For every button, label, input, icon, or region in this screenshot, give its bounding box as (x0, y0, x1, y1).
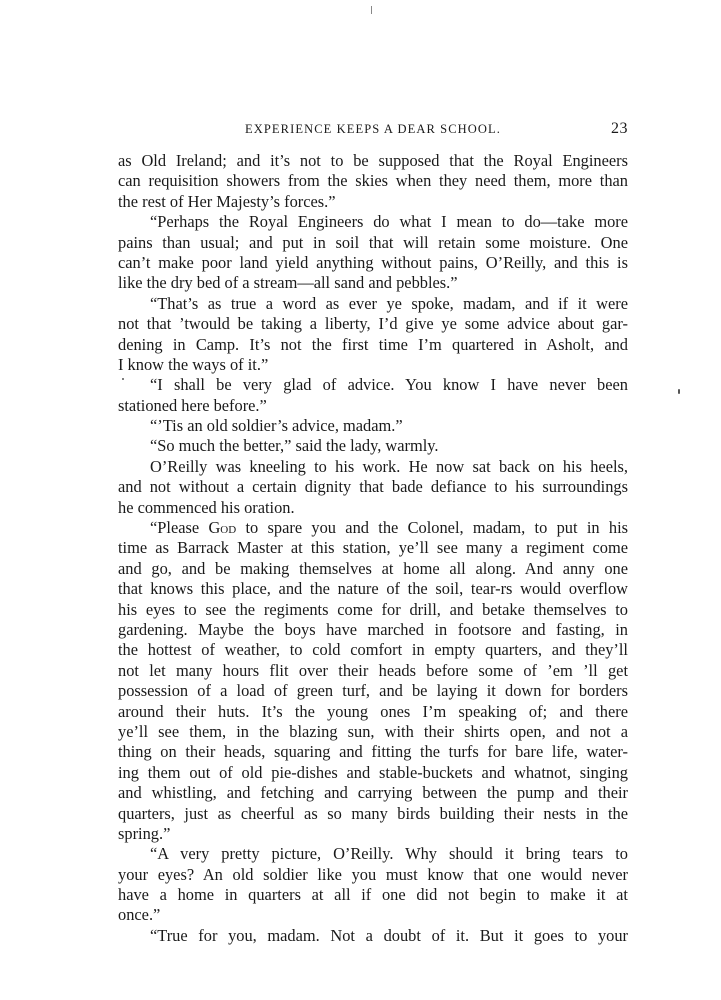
scan-speck (678, 389, 680, 394)
text-line: his eyes to see the regiments come for drill, and betake themselves to (118, 599, 628, 619)
text-line: your eyes? An old soldier like you must know that one would never (118, 864, 628, 884)
text-line: spring.” (118, 823, 171, 843)
text-line: the hottest of weather, to cold comfort in empty quarters, and they’ll (118, 640, 628, 660)
text-line: possession of a load of green turf, and be laying it down for borders (118, 681, 628, 701)
text-line: he commenced his oration. (118, 497, 295, 517)
text-line: around their huts. It’s the young ones I’m speaking of; and there (118, 701, 628, 721)
text-line: the rest of Her Majesty’s forces.” (118, 191, 336, 211)
scan-speck (122, 378, 124, 380)
text-line: and go, and be making themselves at home all along. And anny one (118, 558, 628, 578)
body-text (118, 151, 628, 946)
text-line: ing them out of old pie-dishes and stable-buckets and whatnot, singing (118, 762, 628, 782)
text-line: I know the ways of it.” (118, 354, 269, 374)
text-line: that knows this place, and the nature of the soil, tear-rs would overflow (118, 579, 628, 599)
text-line: not let many hours flit over their heads before some of ’em ’ll get (118, 660, 628, 680)
text-line: and not without a certain dignity that bade defiance to his surroundings (118, 477, 628, 497)
scan-speck (371, 6, 372, 14)
text-line: stationed here before.” (118, 395, 267, 415)
text-line: as Old Ireland; and it’s not to be supposed that the Royal Engineers (118, 151, 628, 170)
text-line: quarters, just as cheerful as so many birds building their nests in the (118, 803, 628, 823)
text-line: “Please God to spare you and the Colonel, madam, to put in his (150, 518, 628, 538)
page-number: 23 (611, 120, 628, 137)
text-line: can’t make poor land yield anything without pains, O’Reilly, and this is (118, 252, 628, 272)
text-line: have a home in quarters at all if one did not begin to make it at (118, 885, 628, 905)
text-line: “So much the better,” said the lady, warmly. (150, 436, 439, 456)
text-line: and whistling, and fetching and carrying between the pump and their (118, 783, 628, 803)
text-line: “Perhaps the Royal Engineers do what I mean to do—take more (150, 212, 628, 232)
text-line: not that ’twould be taking a liberty, I’d give ye some advice about gar- (118, 314, 628, 334)
text-line: O’Reilly was kneeling to his work. He now sat back on his heels, (150, 456, 628, 476)
running-head: EXPERIENCE KEEPS A DEAR SCHOOL. (245, 122, 501, 136)
text-line: can requisition showers from the skies when they need them, more than (118, 171, 628, 191)
text-line: “I shall be very glad of advice. You know I have never been (150, 375, 628, 395)
text-line: pains than usual; and put in soil that will retain some moisture. One (118, 232, 628, 252)
text-line: “A very pretty picture, O’Reilly. Why should it bring tears to (150, 844, 628, 864)
text-line: “That’s as true a word as ever ye spoke, madam, and if it were (150, 293, 628, 313)
text-line: “True for you, madam. Not a doubt of it. But it goes to your (150, 925, 628, 945)
text-line: thing on their heads, squaring and fitting the turfs for bare life, water- (118, 742, 628, 762)
text-line: like the dry bed of a stream—all sand and pebbles.” (118, 273, 458, 293)
text-line: once.” (118, 905, 161, 925)
text-line: gardening. Maybe the boys have marched in footsore and fasting, in (118, 619, 628, 639)
text-line: time as Barrack Master at this station, ye’ll see many a regiment come (118, 538, 628, 558)
text-line: ye’ll see them, in the blazing sun, with their shirts open, and not a (118, 721, 628, 741)
text-line: dening in Camp. It’s not the first time I’m quartered in Asholt, and (118, 334, 628, 354)
small-caps-word: God (208, 518, 237, 538)
text-line: “’Tis an old soldier’s advice, madam.” (150, 416, 403, 436)
page-header (118, 120, 628, 140)
